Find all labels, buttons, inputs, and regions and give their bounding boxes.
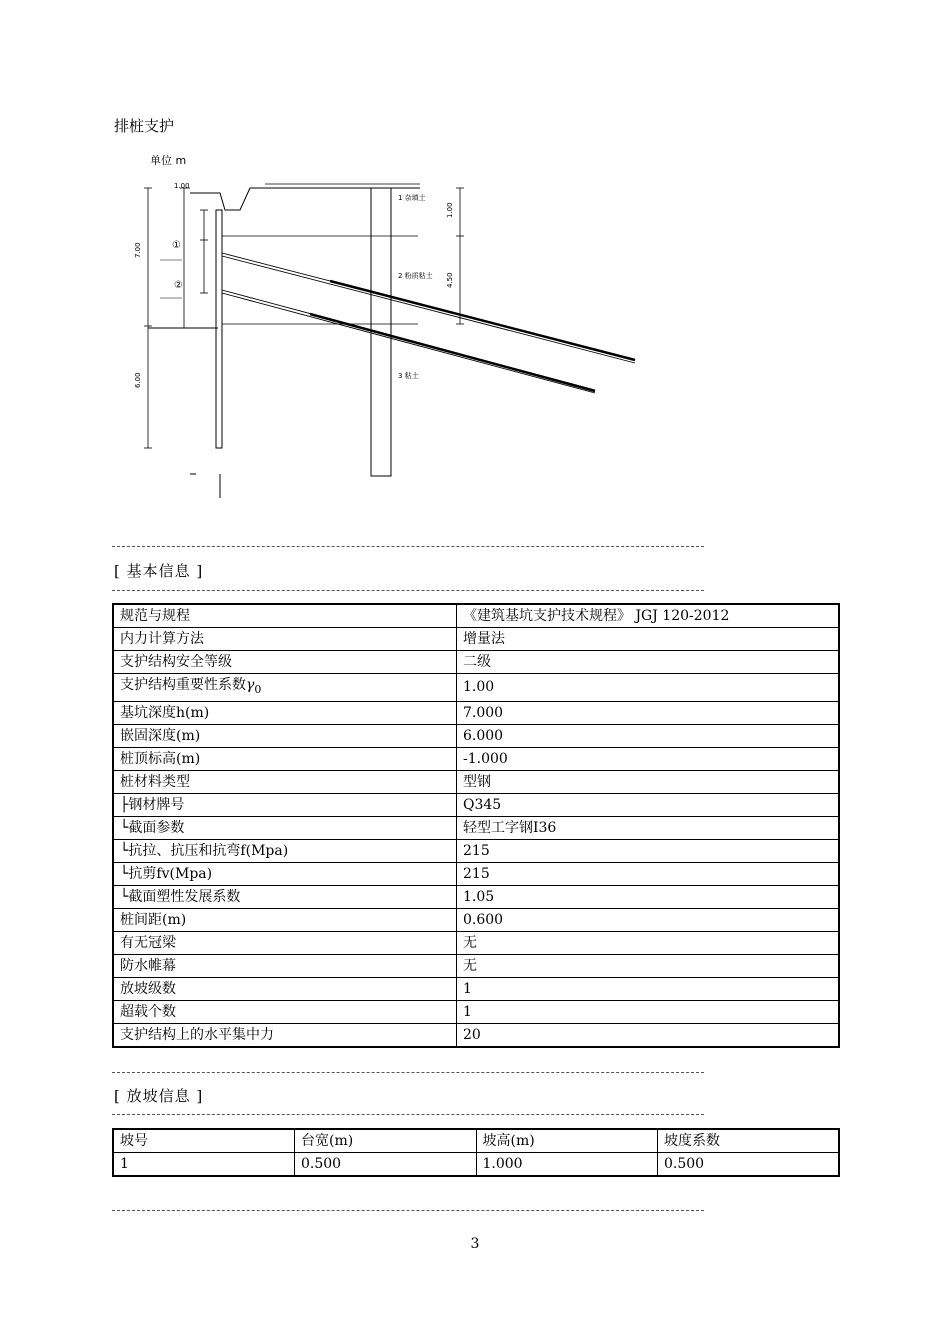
param-value: 20 <box>457 1023 840 1047</box>
table-row <box>113 816 839 839</box>
param-label: └抗拉、抗压和抗弯f(Mpa) <box>113 839 457 862</box>
table-row <box>113 977 839 1000</box>
param-label: 支护结构安全等级 <box>113 651 457 674</box>
table-row <box>113 908 839 931</box>
param-label: 有无冠梁 <box>113 931 457 954</box>
column-header: 台宽(m) <box>295 1129 477 1153</box>
dim-right-2: 4.50 <box>446 272 454 288</box>
table-header-row <box>113 1129 839 1153</box>
param-label: 基坑深度h(m) <box>113 701 457 724</box>
table-row <box>113 770 839 793</box>
param-label: └截面参数 <box>113 816 457 839</box>
table-cell: 1 <box>113 1153 295 1177</box>
table-row <box>113 954 839 977</box>
param-value: Q345 <box>457 793 840 816</box>
dim-top: 1.00 <box>174 182 190 190</box>
param-value: 6.000 <box>457 724 840 747</box>
param-value: 无 <box>457 954 840 977</box>
divider <box>112 546 704 547</box>
param-label: └截面塑性发展系数 <box>113 885 457 908</box>
soil-label-2: 2 粉质粘土 <box>398 272 433 280</box>
divider <box>112 1072 704 1073</box>
table-row <box>113 747 839 770</box>
table-row <box>113 651 839 674</box>
level-2: ② <box>174 280 183 291</box>
param-label: 内力计算方法 <box>113 628 457 651</box>
param-label: 嵌固深度(m) <box>113 724 457 747</box>
param-value: 1.05 <box>457 885 840 908</box>
param-value: 0.600 <box>457 908 840 931</box>
table-row <box>113 674 839 702</box>
param-value: 《建筑基坑支护技术规程》 JGJ 120-2012 <box>457 604 840 628</box>
basic-info-table <box>112 603 840 1048</box>
param-value: 型钢 <box>457 770 840 793</box>
param-label: 超载个数 <box>113 1000 457 1023</box>
table-cell: 0.500 <box>658 1153 840 1177</box>
table-row <box>113 1000 839 1023</box>
unit-label: 单位 m <box>150 154 187 167</box>
param-label: └抗剪fv(Mpa) <box>113 862 457 885</box>
param-label: ├钢材牌号 <box>113 793 457 816</box>
basic-info-header: [ 基本信息 ] <box>114 562 204 580</box>
column-header: 坡号 <box>113 1129 295 1153</box>
dim-excavation: 7.00 <box>134 242 142 258</box>
slope-info-table <box>112 1128 840 1177</box>
column-header: 坡高(m) <box>476 1129 658 1153</box>
table-row <box>113 862 839 885</box>
table-row <box>113 931 839 954</box>
table-row <box>113 1153 839 1177</box>
param-value: 增量法 <box>457 628 840 651</box>
param-label: 防水帷幕 <box>113 954 457 977</box>
table-row <box>113 724 839 747</box>
divider <box>112 1114 704 1115</box>
table-row <box>113 701 839 724</box>
param-label: 放坡级数 <box>113 977 457 1000</box>
level-1: ① <box>172 240 181 251</box>
param-label: 支护结构重要性系数$\gamma_0$ <box>113 674 457 702</box>
param-label: 支护结构上的水平集中力 <box>113 1023 457 1047</box>
table-row <box>113 604 839 628</box>
param-value: -1.000 <box>457 747 840 770</box>
table-cell: 1.000 <box>476 1153 658 1177</box>
page-title: 排桩支护 <box>114 117 175 135</box>
slope-info-header: [ 放坡信息 ] <box>114 1087 204 1105</box>
param-value: 1.00 <box>457 674 840 702</box>
table-row <box>113 1023 839 1047</box>
param-label: 桩材料类型 <box>113 770 457 793</box>
table-row <box>113 885 839 908</box>
param-label: 桩间距(m) <box>113 908 457 931</box>
param-value: 轻型工字钢I36 <box>457 816 840 839</box>
param-label: 桩顶标高(m) <box>113 747 457 770</box>
param-value: 1 <box>457 977 840 1000</box>
dim-right-1: 1.00 <box>446 202 454 218</box>
param-value: 1 <box>457 1000 840 1023</box>
page-number: 3 <box>470 1236 480 1252</box>
divider <box>112 1210 704 1211</box>
column-header: 坡度系数 <box>658 1129 840 1153</box>
param-value: 二级 <box>457 651 840 674</box>
table-row <box>113 839 839 862</box>
soil-label-3: 3 粘土 <box>398 372 419 380</box>
dim-embed: 6.00 <box>134 372 142 388</box>
table-cell: 0.500 <box>295 1153 477 1177</box>
param-value: 无 <box>457 931 840 954</box>
divider <box>112 590 704 591</box>
soil-label-1: 1 杂填土 <box>398 194 426 202</box>
pile-section-drawing <box>130 148 650 508</box>
param-label: 规范与规程 <box>113 604 457 628</box>
param-value: 215 <box>457 839 840 862</box>
param-value: 215 <box>457 862 840 885</box>
param-value: 7.000 <box>457 701 840 724</box>
table-row <box>113 628 839 651</box>
table-row <box>113 793 839 816</box>
